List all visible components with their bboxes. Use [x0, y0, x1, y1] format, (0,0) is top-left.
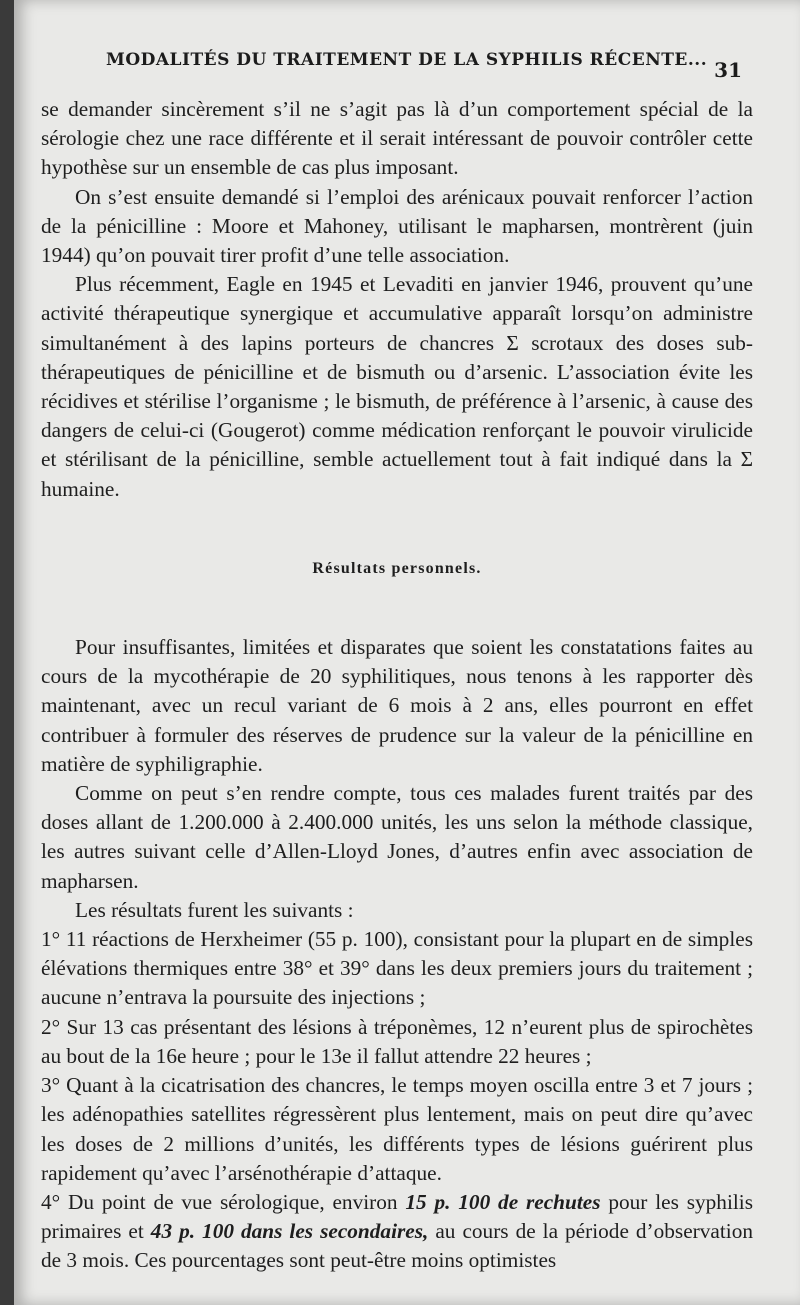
page-number: 31: [714, 58, 742, 82]
item-text: 4° Du point de vue sérologique, environ: [41, 1189, 406, 1214]
emphasis-text: 15 p. 100 de rechutes: [405, 1189, 601, 1214]
list-item: [41, 1188, 753, 1276]
item-text: au cours de la période d’observation de 3 mois. Ces pourcentages sont peut-être moins optimistes: [41, 1219, 753, 1273]
document-page: [14, 0, 800, 1305]
paragraph: se demander sincèrement s’il ne s’agit pas là d’un comportement spécial de la sérologie chez une race différente et il serait intéressant de pouvoir contrôler cette hypothèse sur un ensemble de cas plus imposant.: [41, 97, 753, 180]
item-text: pour les syphilis primaires et: [41, 1189, 753, 1244]
body-text: [41, 95, 753, 1276]
paragraph: Pour insuffisantes, limitées et disparates que soient les constatations faites au cours de la mycothérapie de 20 syphilitiques, nous tenons à les rapporter dès maintenant, avec un recul variant de 6 mois à 2 ans, elles pourront en effet contribuer à formuler des réserves de prudence sur la valeur de la pénicilline en matière de syphiligraphie.: [41, 635, 753, 776]
paragraph: Comme on peut s’en rendre compte, tous ces malades furent traités par des doses allant de 1.200.000 à 2.400.000 unités, les uns selon la méthode classique, les autres suivant celle d’Allen-Lloyd Jones, d’autres enfin avec association de mapharsen.: [41, 781, 753, 893]
paragraph: Plus récemment, Eagle en 1945 et Levaditi en janvier 1946, prouvent qu’une activité thérapeutique synergique et accumulative apparaît lorsqu’on administre simultanément à des lapins porteurs de chancres Σ scrotaux des doses sub-thérapeutiques de pénicilline et de bismuth ou d’arsenic. L’association évite les récidives et stérilise l’organisme ; le bismuth, de préférence à l’arsenic, à cause des dangers de celui-ci (Gougerot) comme médication renforçant le pouvoir virulicide et stérilisant de la pénicilline, semble actuellement tout à fait indiqué dans la Σ humaine.: [41, 272, 753, 501]
emphasis-text: 43 p. 100 dans les secondaires,: [150, 1219, 429, 1244]
running-title: MODALITÉS DU TRAITEMENT DE LA SYPHILIS RÉCENTE...: [106, 50, 708, 70]
list-item: 1° 11 réactions de Herxheimer (55 p. 100), consistant pour la plupart en de simples élévations thermiques entre 38° et 39° dans les deux premiers jours du traitement ; aucune n’entrava la poursuite des injections ;: [41, 927, 753, 1010]
list-item: 3° Quant à la cicatrisation des chancres, le temps moyen oscilla entre 3 et 7 jours ; les adénopathies satellites régressèrent plus lentement, mais on peut dire qu’avec les doses de 2 millions d’unités, les différents types de lésions guérirent plus rapidement qu’avec l’arsénothérapie d’attaque.: [41, 1073, 753, 1185]
list-item: 2° Sur 13 cas présentant des lésions à tréponèmes, 12 n’eurent plus de spirochètes au bout de la 16e heure ; pour le 13e il fallut attendre 22 heures ;: [41, 1014, 753, 1068]
paragraph: On s’est ensuite demandé si l’emploi des arénicaux pouvait renforcer l’action de la pénicilline : Moore et Mahoney, utilisant le mapharsen, montrèrent (juin 1944) qu’on pouvait tirer profit d’une telle association.: [41, 184, 753, 268]
section-heading: Résultats personnels.: [312, 559, 482, 577]
paragraph: Les résultats furent les suivants :: [75, 897, 354, 922]
